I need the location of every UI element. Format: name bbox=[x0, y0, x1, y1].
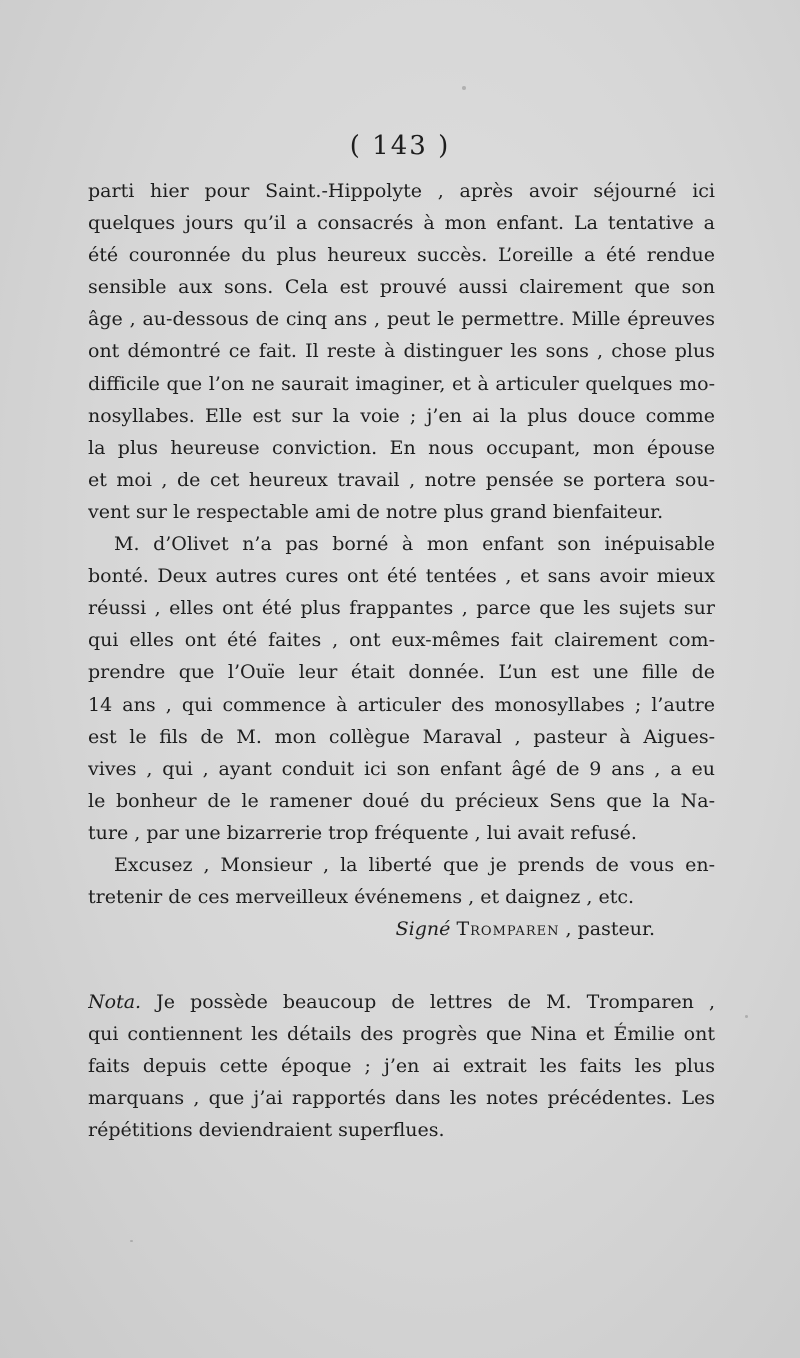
text-line: difficile que l’on ne saurait imaginer, et à articuler quelques mo- bbox=[88, 372, 715, 395]
nota-first-line-text: Je possède beaucoup de lettres de M. Tromparen , bbox=[141, 991, 715, 1013]
text-line: été couronnée du plus heureux succès. L’oreille a été rendue bbox=[88, 244, 715, 267]
text-line: la plus heureuse conviction. En nous occupant, mon épouse bbox=[88, 436, 715, 459]
text-line: tretenir de ces merveilleux événemens , et daignez , etc. bbox=[88, 886, 635, 909]
text-line: réussi , elles ont été plus frappantes , parce que les sujets sur bbox=[88, 597, 715, 620]
text-line: vives , qui , ayant conduit ici son enfant âgé de 9 ans , a eu bbox=[88, 757, 715, 780]
nota-line: qui contiennent les détails des progrès que Nina et Émilie ont bbox=[88, 1023, 715, 1046]
text-line: prendre que l’Ouïe leur était donnée. L’un est une fille de bbox=[88, 661, 715, 684]
text-line: le bonheur de le ramener doué du précieux Sens que la Na- bbox=[88, 789, 715, 812]
nota-line: répétitions deviendraient superflues. bbox=[88, 1119, 445, 1142]
paper-speck bbox=[462, 86, 466, 90]
text-line: vent sur le respectable ami de notre plus grand bienfaiteur. bbox=[88, 500, 664, 523]
text-line: bonté. Deux autres cures ont été tentées , et sans avoir mieux bbox=[88, 565, 715, 588]
text-line: est le fils de M. mon collègue Maraval , pasteur à Aigues- bbox=[88, 725, 715, 748]
page-number: ( 143 ) bbox=[349, 131, 451, 161]
paper-speck bbox=[745, 1015, 748, 1018]
nota-line: marquans , que j’ai rapportés dans les notes précédentes. Les bbox=[88, 1087, 715, 1110]
text-line: parti hier pour Saint.-Hippolyte , après avoir séjourné ici bbox=[88, 180, 715, 202]
paper-speck bbox=[130, 1240, 133, 1242]
signature-line bbox=[88, 913, 715, 945]
text-line: ont démontré ce fait. Il reste à distinguer les sons , chose plus bbox=[88, 340, 715, 363]
signature-label: Signé bbox=[395, 918, 451, 941]
text-line: M. d’Olivet n’a pas borné à mon enfant son inépuisable bbox=[114, 533, 715, 556]
nota-first-line bbox=[88, 986, 715, 1018]
text-line: ture , par une bizarrerie trop fréquente , lui avait refusé. bbox=[88, 821, 637, 844]
nota-line: faits depuis cette époque ; j’en ai extrait les faits les plus bbox=[88, 1055, 715, 1078]
text-line: âge , au-dessous de cinq ans , peut le permettre. Mille épreuves bbox=[88, 308, 715, 331]
body-text bbox=[88, 175, 715, 945]
signature-suffix: , pasteur. bbox=[559, 918, 655, 941]
text-line: nosyllabes. Elle est sur la voie ; j’en ai la plus douce comme bbox=[88, 404, 715, 427]
signature-name: Tromparen bbox=[456, 918, 560, 941]
text-line: sensible aux sons. Cela est prouvé aussi clairement que son bbox=[88, 276, 715, 299]
text-line: et moi , de cet heureux travail , notre pensée se portera sou- bbox=[88, 468, 715, 491]
nota-label: Nota. bbox=[88, 991, 142, 1013]
text-line: qui elles ont été faites , ont eux-mêmes fait clairement com- bbox=[88, 629, 715, 652]
text-line: quelques jours qu’il a consacrés à mon enfant. La tentative a bbox=[88, 212, 715, 235]
nota-section bbox=[88, 986, 715, 1146]
text-line: Excusez , Monsieur , la liberté que je prends de vous en- bbox=[114, 853, 715, 876]
text-line: 14 ans , qui commence à articuler des monosyllabes ; l’autre bbox=[88, 693, 715, 716]
